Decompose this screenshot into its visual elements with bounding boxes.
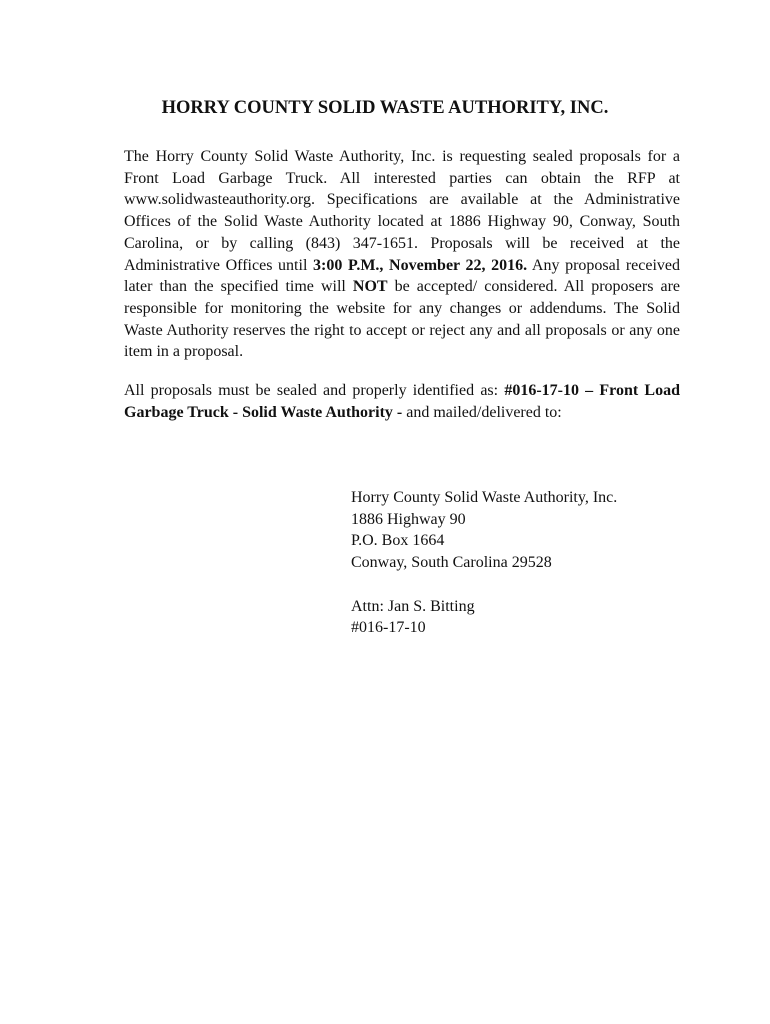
- address-street: 1886 Highway 90: [351, 510, 466, 528]
- identification-text: All proposals must be sealed and properly identified as:: [124, 382, 505, 399]
- address-reference-number: #016-17-10: [351, 619, 426, 637]
- address-organization: Horry County Solid Waste Authority, Inc.: [351, 489, 618, 506]
- address-attention: Attn: Jan S. Bitting: [351, 597, 475, 615]
- submission-instructions-paragraph: [124, 380, 680, 423]
- delivery-text: and mailed/delivered to:: [402, 403, 562, 421]
- conditions-text: be accepted/ considered. All proposers are responsible for monitoring the website for any changes or addendums. The Solid Waste Authority reserves the right to accept or reject any and all proposals or any one item in a proposal.: [124, 278, 681, 361]
- late-proposal-text: Any proposal received later than the specified time will: [124, 256, 681, 296]
- rfp-announcement-paragraph: [124, 146, 680, 363]
- proposal-identifier: #016-17-10 – Front Load Garbage Truck - Solid Waste Authority -: [124, 382, 681, 421]
- mailing-address-block: [351, 487, 617, 639]
- address-spacer: [351, 574, 617, 596]
- deadline-text: 3:00 P.M., November 22, 2016.: [313, 256, 528, 274]
- document-title: HORRY COUNTY SOLID WASTE AUTHORITY, INC.: [161, 98, 609, 118]
- not-emphasis: NOT: [352, 278, 388, 296]
- address-city-state-zip: Conway, South Carolina 29528: [351, 554, 552, 572]
- address-po-box: P.O. Box 1664: [351, 532, 445, 550]
- announcement-text: The Horry County Solid Waste Authority, Inc. is requesting sealed proposals for a Front Load Garbage Truck. All interested parties can obtain the RFP at www.solidwasteauthority.org. Specifications are available at the Administrative Offices of the Solid Waste Authority located at 1886 Highway 90, Conway, South Carolina, or by calling (843) 347-1651. Proposals will be received at the Administrative Offices until: [124, 148, 680, 274]
